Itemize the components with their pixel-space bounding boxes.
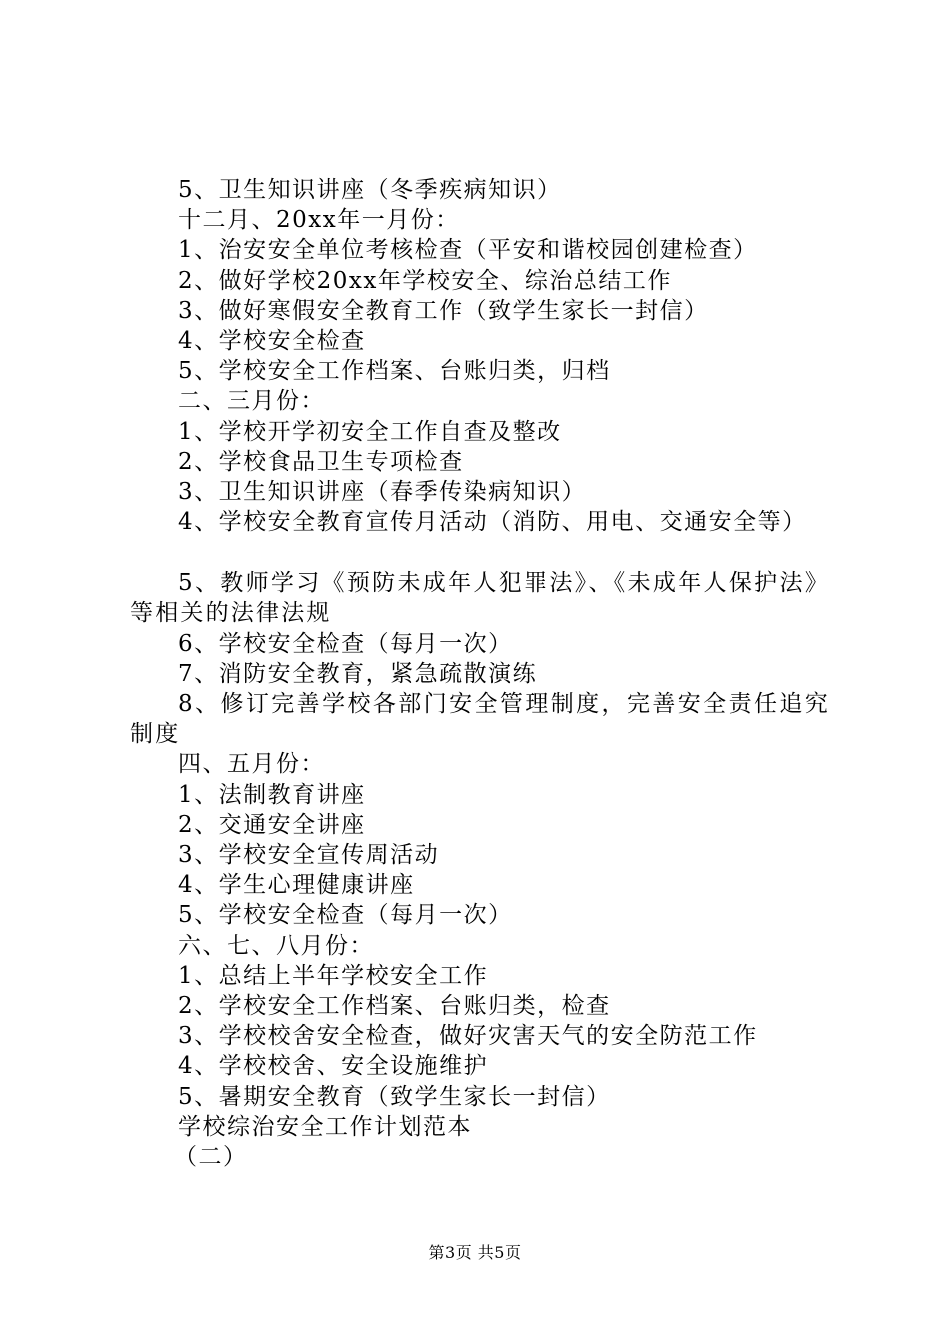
text-line: 1、总结上半年学校安全工作 <box>178 962 489 989</box>
text-line: 4、学校安全教育宣传月活动（消防、用电、交通安全等） <box>178 509 807 536</box>
section-heading: 十二月、20xx年一月份： <box>178 207 460 234</box>
text-line: 3、学校安全宣传周活动 <box>178 842 440 868</box>
text-line: 2、学校食品卫生专项检查 <box>178 448 464 475</box>
text-line: 5、暑期安全教育（致学生家长一封信） <box>178 1083 611 1110</box>
text-line: 2、学校安全工作档案、台账归类，检查 <box>178 992 611 1019</box>
text-line: 1、法制教育讲座 <box>178 781 366 808</box>
text-line: 4、学生心理健康讲座 <box>178 872 415 899</box>
text-line: 5、学校安全检查（每月一次） <box>178 902 513 929</box>
text-line: 2、做好学校20xx年学校安全、综治总结工作 <box>178 267 672 294</box>
text-line: 5、学校安全工作档案、台账归类，归档 <box>178 358 611 385</box>
page-number-footer: 第3页 共5页 <box>428 1243 522 1262</box>
section-heading: 二、三月份： <box>178 388 325 415</box>
text-line: 3、学校校舍安全检查，做好灾害天气的安全防范工作 <box>178 1023 758 1050</box>
section-heading: 六、七、八月份： <box>178 932 374 959</box>
text-line: 3、卫生知识讲座（春季传染病知识） <box>178 478 587 505</box>
text-line: 4、学校安全检查 <box>178 327 366 354</box>
part-number: （二） <box>174 1143 248 1170</box>
text-paragraph: 5、教师学习《预防未成年人犯罪法》、《未成年人保护法》等相关的法律法规 <box>130 570 830 627</box>
text-paragraph: 8、修订完善学校各部门安全管理制度，完善安全责任追究制度 <box>130 691 830 748</box>
text-line: 7、消防安全教育，紧急疏散演练 <box>178 660 538 687</box>
text-line: 5、卫生知识讲座（冬季疾病知识） <box>178 177 562 203</box>
text-line: 3、做好寒假安全教育工作（致学生家长一封信） <box>178 297 709 324</box>
text-line: 1、学校开学初安全工作自查及整改 <box>178 418 562 445</box>
section-heading: 四、五月份： <box>178 751 325 778</box>
text-line: 2、交通安全讲座 <box>178 811 366 838</box>
document-subtitle: 学校综治安全工作计划范本 <box>178 1113 472 1140</box>
text-line: 6、学校安全检查（每月一次） <box>178 630 513 657</box>
text-line: 4、学校校舍、安全设施维护 <box>178 1053 489 1080</box>
text-line: 1、治安安全单位考核检查（平安和谐校园创建检查） <box>178 237 758 264</box>
document-body <box>130 175 830 1172</box>
